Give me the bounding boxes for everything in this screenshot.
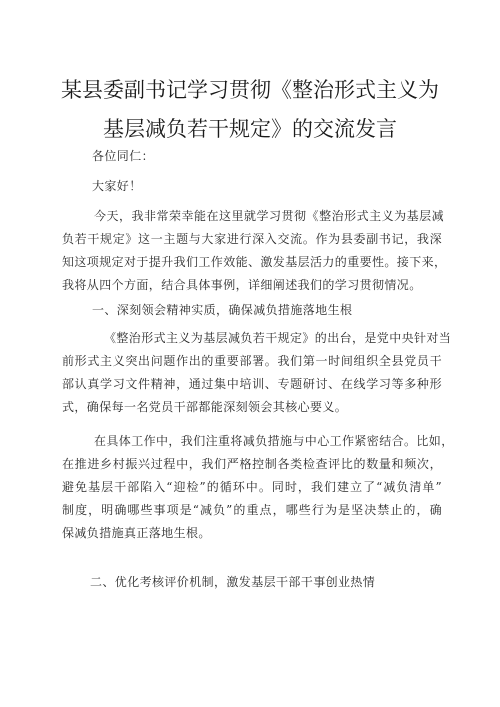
paragraph-line: 我将从四个方面，结合具体事例，详细阐述我们的学习贯彻情况。 xyxy=(62,278,422,292)
paragraph-line: 避免基层干部陷入“迎检”的循环中。同时，我们建立了“减负清单” xyxy=(62,480,442,494)
section-heading-1: 一、深刻领会精神实质，确保减负措施落地生根 xyxy=(92,303,353,317)
paragraph-line: 保减负措施真正落地生根。 xyxy=(62,526,211,540)
paragraph-line: 式，确保每一名党员干部都能深刻领会其核心要义。 xyxy=(62,400,348,414)
greeting: 大家好！ xyxy=(92,179,142,193)
salutation: 各位同仁： xyxy=(92,149,155,163)
section-heading-2: 二、优化考核评价机制，激发基层干部干事创业热情 xyxy=(90,575,376,589)
paragraph-line: 制度，明确哪些事项是“减负”的重点，哪些行为是坚决禁止的，确 xyxy=(62,503,442,517)
paragraph-line: 在具体工作中，我们注重将减负措施与中心工作紧密结合。比如， xyxy=(94,434,454,448)
paragraph-line: 负若干规定》这一主题与大家进行深入交流。作为县委副书记，我深 xyxy=(62,232,442,246)
document-title-line-1: 某县委副书记学习贯彻《整治形式主义为 xyxy=(61,78,439,102)
paragraph-line: 前形式主义突出问题作出的重要部署。我们第一时间组织全县党员干 xyxy=(62,354,442,368)
paragraph-line: 部认真学习文件精神，通过集中培训、专题研讨、在线学习等多种形 xyxy=(62,377,442,391)
paragraph-line: 今天，我非常荣幸能在这里就学习贯彻《整治形式主义为基层减 xyxy=(94,209,444,223)
paragraph-line: 在推进乡村振兴过程中，我们严格控制各类检查评比的数量和频次， xyxy=(62,457,442,471)
paragraph-line: 《整治形式主义为基层减负若干规定》的出台，是党中央针对当 xyxy=(104,331,452,345)
paragraph-line: 知这项规定对于提升我们工作效能、激发基层活力的重要性。接下来， xyxy=(62,255,447,269)
document-title-line-2: 基层减负若干规定》的交流发言 xyxy=(103,117,397,141)
